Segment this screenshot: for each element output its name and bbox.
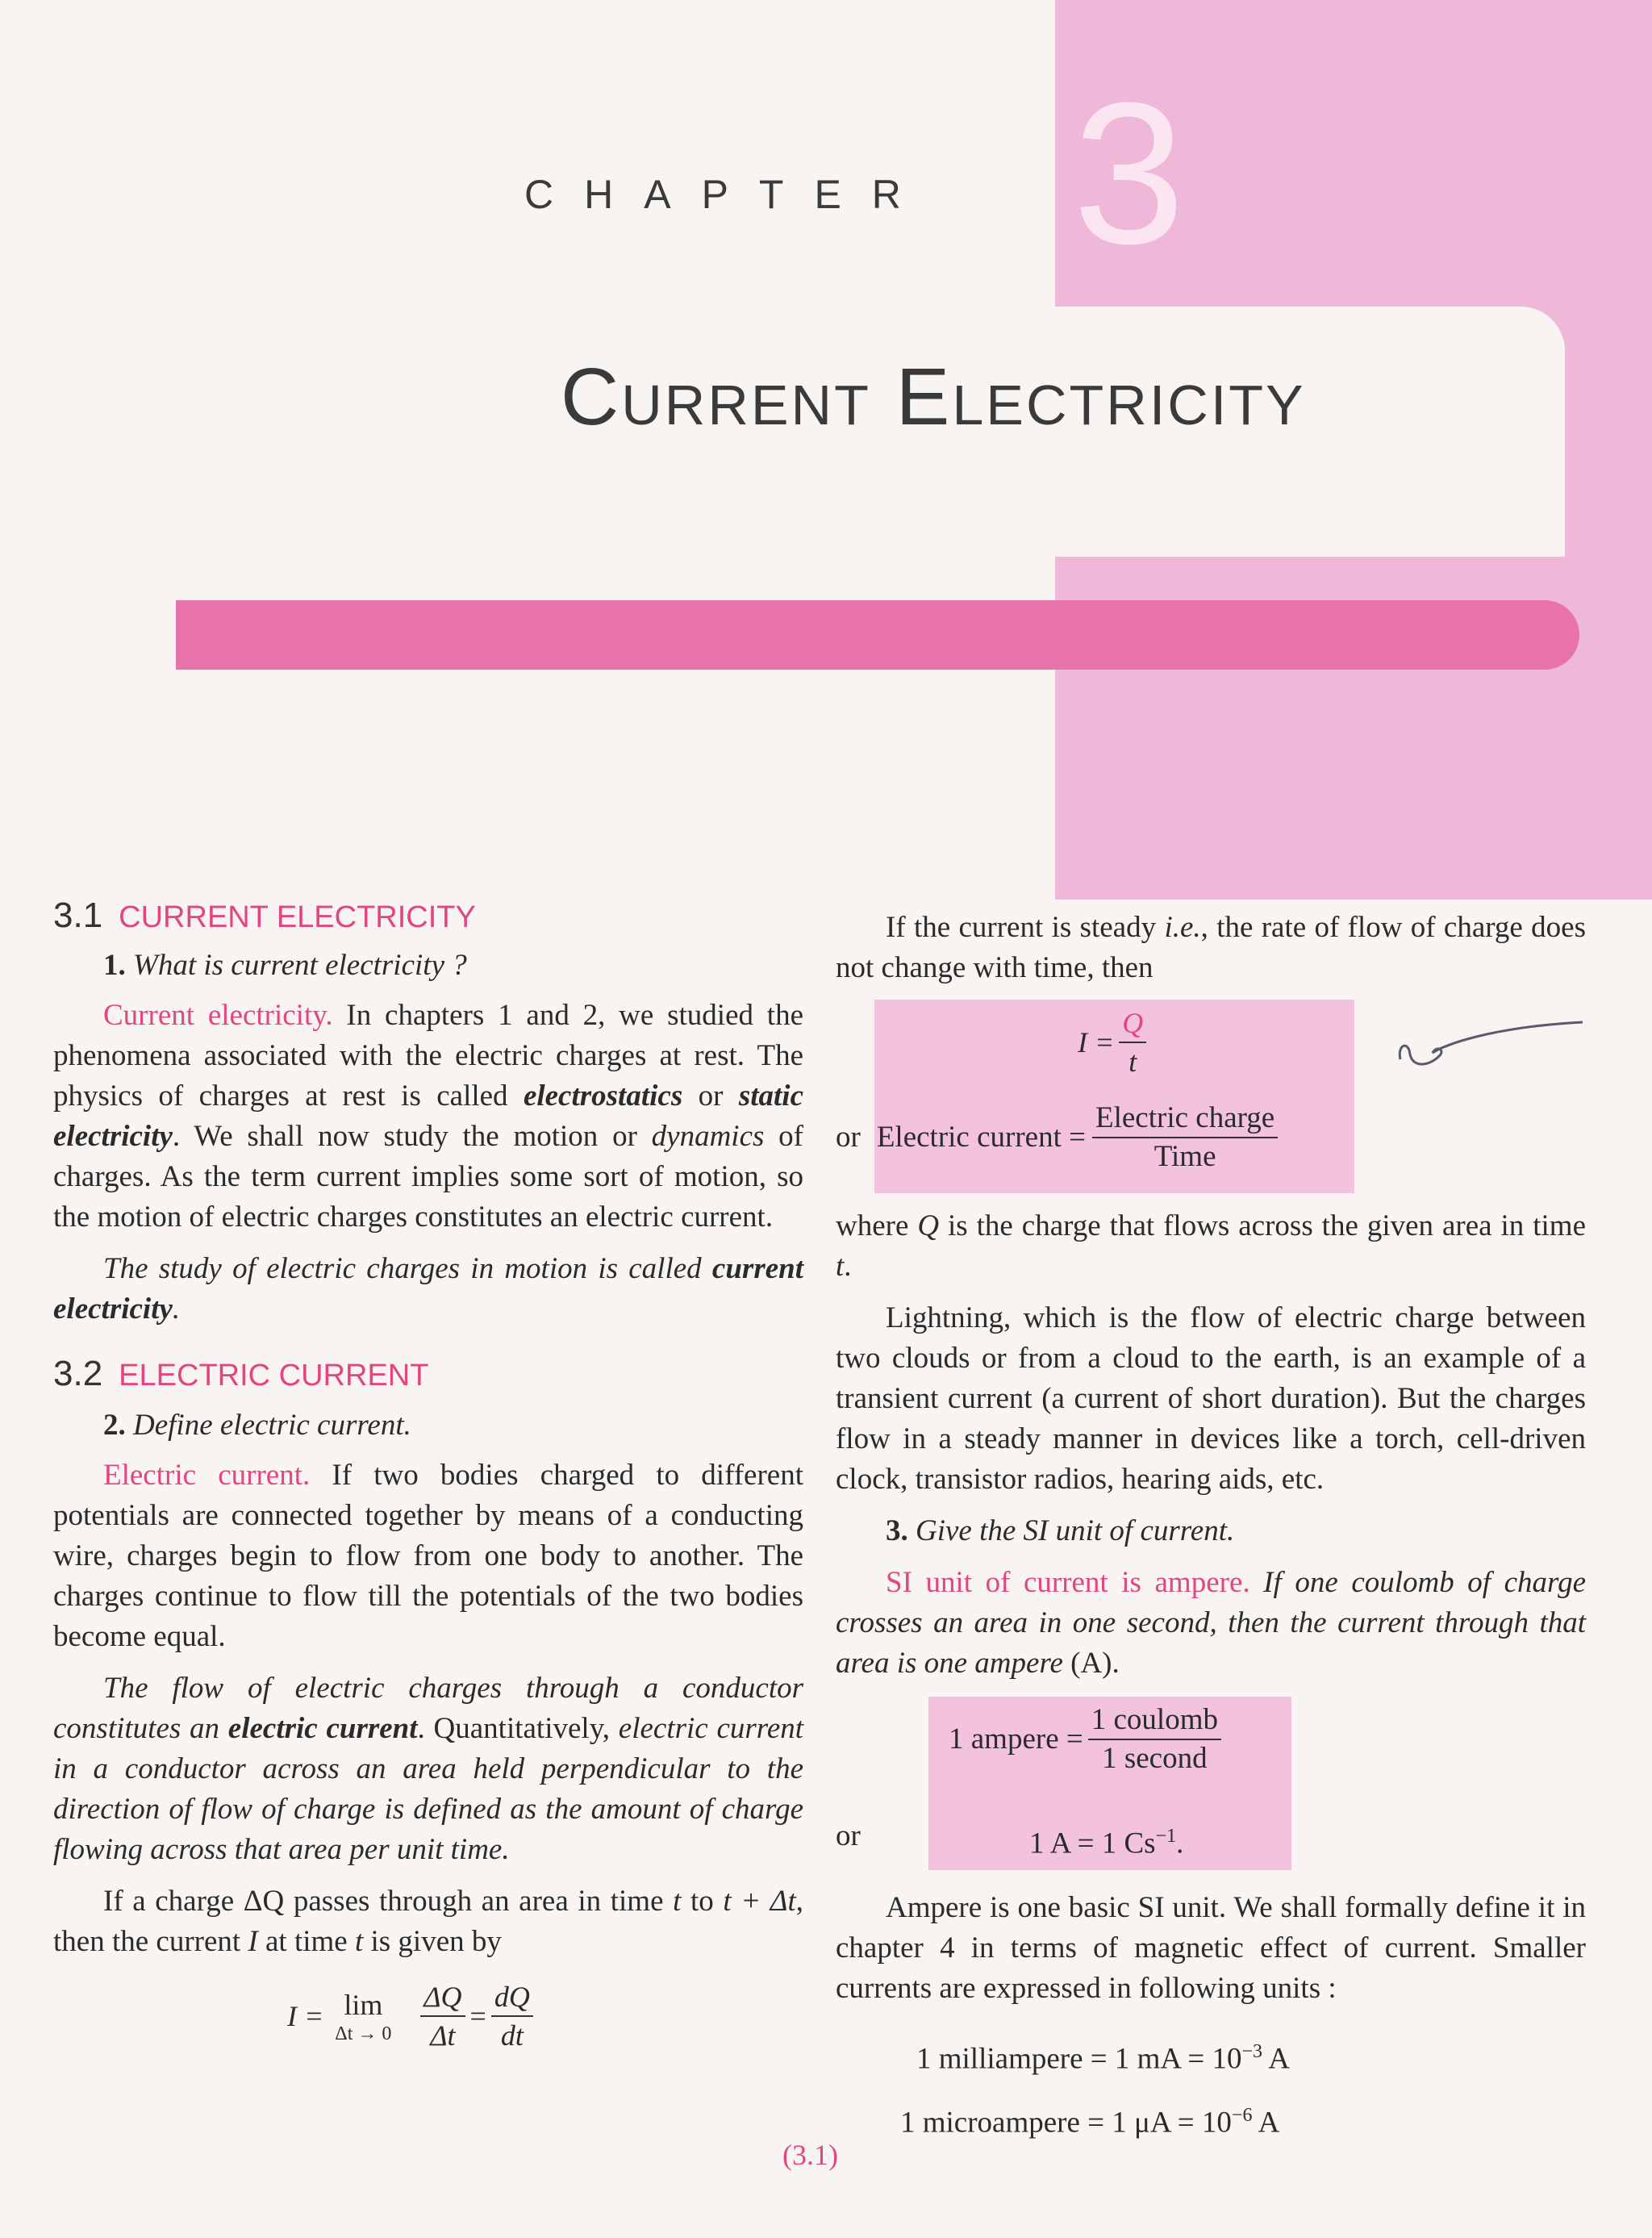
formula-box-ampere: 1 ampere = $\frac{\text{1 coulomb}}{\text{1 second}}$ or 1 A = 1 $Cs^{-1}$. xyxy=(836,1697,1586,1878)
definition-current-electricity: The study of electric charges in motion is called current electricity. xyxy=(53,1252,803,1326)
unit-milliampere: 1 milliampere = 1 mA = $10^{-3}$ A xyxy=(916,2041,1290,2076)
section-title: ELECTRIC CURRENT xyxy=(119,1359,429,1392)
unit-microampere: 1 microampere = 1 $\mu A = 10^{-6}$ A xyxy=(900,2105,1280,2140)
page-number: (3.1) xyxy=(782,2139,838,2171)
chapter-title: Current Electricity xyxy=(561,352,1306,442)
paragraph-charge-interval: If a charge ΔQ passes through an area in time t to t + Δt, then the current I at time t is given by xyxy=(53,1885,803,1958)
section-number: 3.2 xyxy=(53,1354,103,1393)
question-1: 1. What is current electricity ? xyxy=(103,949,467,982)
equation-instantaneous-current: I = lim Δt → 0 $\frac{\Delta Q}{\Delta t}$ = $\frac{dQ}{dt}$ xyxy=(53,1978,803,2054)
question-3: 3. Give the SI unit of current. xyxy=(886,1514,1235,1547)
paragraph-electric-current: Electric current. If two bodies charged to different potentials are connected together by means of a conducting wire, charges begin to flow from one body to another. The charges continue to flow till the potentials of the two bodies become equal. xyxy=(53,1459,803,1653)
paragraph-lightning: Lightning, which is the flow of electric charge between two clouds or from a cloud to the earth, is an example of a transient current (a current of short duration). But the charges flow in a steady manner in devices like a torch, cell-driven clock, transistor radios, hearing aids, etc. xyxy=(836,1301,1586,1496)
left-column xyxy=(53,896,803,2054)
paragraph-steady-current: If the current is steady i.e., the rate of flow of charge does not change with time, then xyxy=(836,911,1586,984)
section-number: 3.1 xyxy=(53,896,103,935)
decorative-band xyxy=(176,600,1579,670)
section-3-1-heading xyxy=(53,896,803,937)
paragraph-ampere-basic: Ampere is one basic SI unit. We shall formally define it in chapter 4 in terms of magnetic effect of current. Smaller currents are expressed in following units : xyxy=(836,1891,1586,2005)
paragraph-current-electricity: Current electricity. In chapters 1 and 2, we studied the phenomena associated with the electric charges at rest. The physics of charges at rest is called electrostatics or static electricity. We shall now study the motion or dynamics of charges. As the term current implies some sort of motion, so the motion of electric charges constitutes an electric current. xyxy=(53,999,803,1234)
right-column xyxy=(836,908,1586,2152)
section-3-2-heading xyxy=(53,1354,803,1396)
chapter-number: 3 xyxy=(1073,61,1186,286)
paragraph-where-q: where Q is the charge that flows across the given area in time t. xyxy=(836,1209,1586,1283)
question-2: 2. Define electric current. xyxy=(103,1409,411,1442)
paragraph-si-unit: SI unit of current is ampere. If one coulomb of charge crosses an area in one second, then the current through that area is one ampere (A). xyxy=(836,1566,1586,1680)
section-title: CURRENT ELECTRICITY xyxy=(119,900,476,934)
definition-electric-current: The flow of electric charges through a conductor constitutes an electric current. Quantitatively, electric current in a conductor across an area held perpendicular to the direction of flow of charge is defined as the amount of charge flowing across that area per unit time. xyxy=(53,1672,804,1866)
units-list xyxy=(836,2023,1586,2152)
chapter-label: CHAPTER xyxy=(524,172,932,217)
formula-box-steady: I = $\frac{Q}{t}$ or Electric current = $\frac{\text{Electric charge}}{\text{Time}}$ xyxy=(836,1000,1586,1201)
